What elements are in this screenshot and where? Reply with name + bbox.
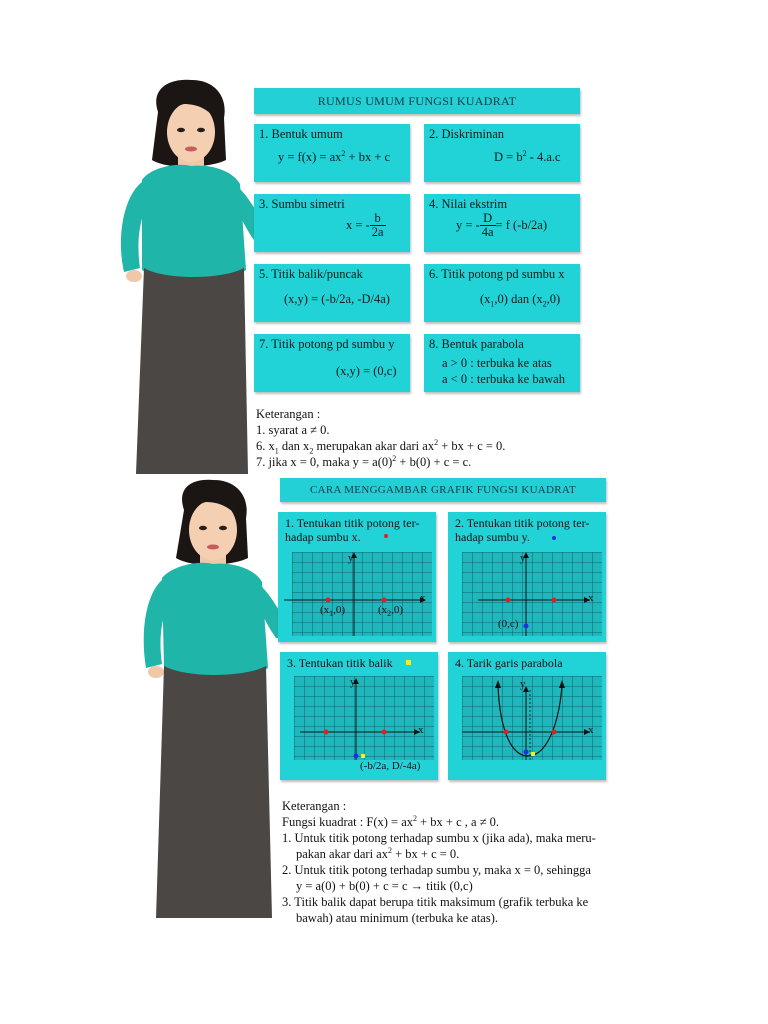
formula: x = - $\frac{b}{2a}$ xyxy=(346,211,384,240)
section1-title xyxy=(254,88,580,114)
formula: (x,y) = (0,c) xyxy=(336,364,397,378)
note-fungsi: Fungsi kuadrat : $F(x) = ax^2$ + bx + c , a ≠ 0. xyxy=(282,813,500,829)
point-x1 xyxy=(326,598,331,603)
formula: y = - $\frac{D}{4a}$ = f (-b/2a) xyxy=(456,211,548,240)
graph-axes xyxy=(448,512,606,642)
point-0c xyxy=(524,624,529,629)
box-title: 1. Tentukan titik potong ter- hadap sumbu x. xyxy=(285,516,420,544)
note-1b: pakan akar dari $ax^2$ + bx + c = 0. xyxy=(296,845,460,861)
graph-box-potong-y xyxy=(448,512,606,642)
box-titik-potong-y xyxy=(254,334,410,392)
box-bentuk-parabola xyxy=(424,334,580,392)
label-x2: $(x_2,0)$ xyxy=(378,604,404,619)
box-title: 5. Titik balik/puncak xyxy=(259,267,363,281)
notes-heading: Keterangan : xyxy=(282,799,347,813)
axis-y-label: y xyxy=(520,552,526,564)
box-title: 4. Nilai ekstrim xyxy=(429,197,508,211)
box-nilai-ekstrim xyxy=(424,194,580,252)
section2-notes xyxy=(282,798,596,926)
box-title: 3. Tentukan titik balik xyxy=(287,656,393,670)
note-3b: bawah) atau minimum (terbuka ke atas). xyxy=(296,911,499,925)
formula: $D = b^2 - 4.a.c$ xyxy=(494,148,561,164)
point-x2 xyxy=(382,598,387,603)
point-vertex xyxy=(361,754,365,758)
graph-axes xyxy=(278,512,436,642)
box-title: 6. Titik potong pd sumbu x xyxy=(429,267,565,281)
box-title: 4. Tarik garis parabola xyxy=(455,656,563,670)
axis-y-label: y xyxy=(348,552,354,564)
note-1a: 1. Untuk titik potong terhadap sumbu x (jika ada), maka meru- xyxy=(282,831,596,845)
graph-box-parabola xyxy=(448,652,606,780)
graph-box-titik-balik xyxy=(280,652,438,780)
box-title: 2. Diskriminan xyxy=(429,127,504,141)
box-title: 1. Bentuk umum xyxy=(259,127,343,141)
graph-axes xyxy=(448,652,606,780)
parabola-curve xyxy=(498,686,562,756)
note-1: 1. syarat a ≠ 0. xyxy=(256,423,330,437)
box-diskriminan xyxy=(424,124,580,182)
axis-x-label: x xyxy=(588,592,594,604)
box-titik-potong-x xyxy=(424,264,580,322)
section1-notes xyxy=(256,406,505,470)
box-title: 3. Sumbu simetri xyxy=(259,197,345,211)
box-sumbu-simetri xyxy=(254,194,410,252)
section2-title xyxy=(280,478,606,502)
section2-title-text: CARA MENGGAMBAR GRAFIK FUNGSI KUADRAT xyxy=(310,483,576,496)
axis-x-label: x xyxy=(420,592,426,604)
note-3a: 3. Titik balik dapat berupa titik maksimum (grafik terbuka ke xyxy=(282,895,589,909)
notes-heading: Keterangan : xyxy=(256,407,321,421)
section1-title-text: RUMUS UMUM FUNGSI KUADRAT xyxy=(317,94,517,108)
note-2b: y = a(0) + b(0) + c = c → titik (0,c) xyxy=(296,879,473,893)
axis-y-label: y xyxy=(520,678,526,690)
formula: $y = f(x) = ax^2$ + bx + c xyxy=(278,148,391,164)
note-7: 7. jika x = 0, maka $y = a(0)^2 + b(0) + c = c$. xyxy=(256,453,472,469)
formula-line1: a > 0 : terbuka ke atas xyxy=(442,356,552,370)
graph-box-potong-x xyxy=(278,512,436,642)
label-vertex: (-b/2a, D/-4a) xyxy=(360,760,421,772)
label-x1: $(x_1,0)$ xyxy=(320,604,346,619)
formula: $(x_1,0)$ dan $(x_2,0)$ xyxy=(480,292,561,309)
box-title: 7. Titik potong pd sumbu y xyxy=(259,337,395,351)
axis-y-label: y xyxy=(350,676,356,688)
formula-line2: a < 0 : terbuka ke bawah xyxy=(442,372,565,386)
box-titik-balik xyxy=(254,264,410,322)
axis-x-label: x xyxy=(588,724,594,736)
note-2a: 2. Untuk titik potong terhadap sumbu y, maka x = 0, sehingga xyxy=(282,863,591,877)
box-bentuk-umum xyxy=(254,124,410,182)
box-title: 2. Tentukan titik potong ter- hadap sumbu y. xyxy=(455,516,590,544)
label-0c: (0,c) xyxy=(498,618,519,630)
note-6: 6. $x_1$ dan $x_2$ merupakan akar dari $ax^2$ + bx + c = 0. xyxy=(256,437,506,456)
box-title: 8. Bentuk parabola xyxy=(429,337,524,351)
formula: (x,y) = (-b/2a, -D/4a) xyxy=(284,292,390,306)
axis-x-label: x xyxy=(418,724,424,736)
